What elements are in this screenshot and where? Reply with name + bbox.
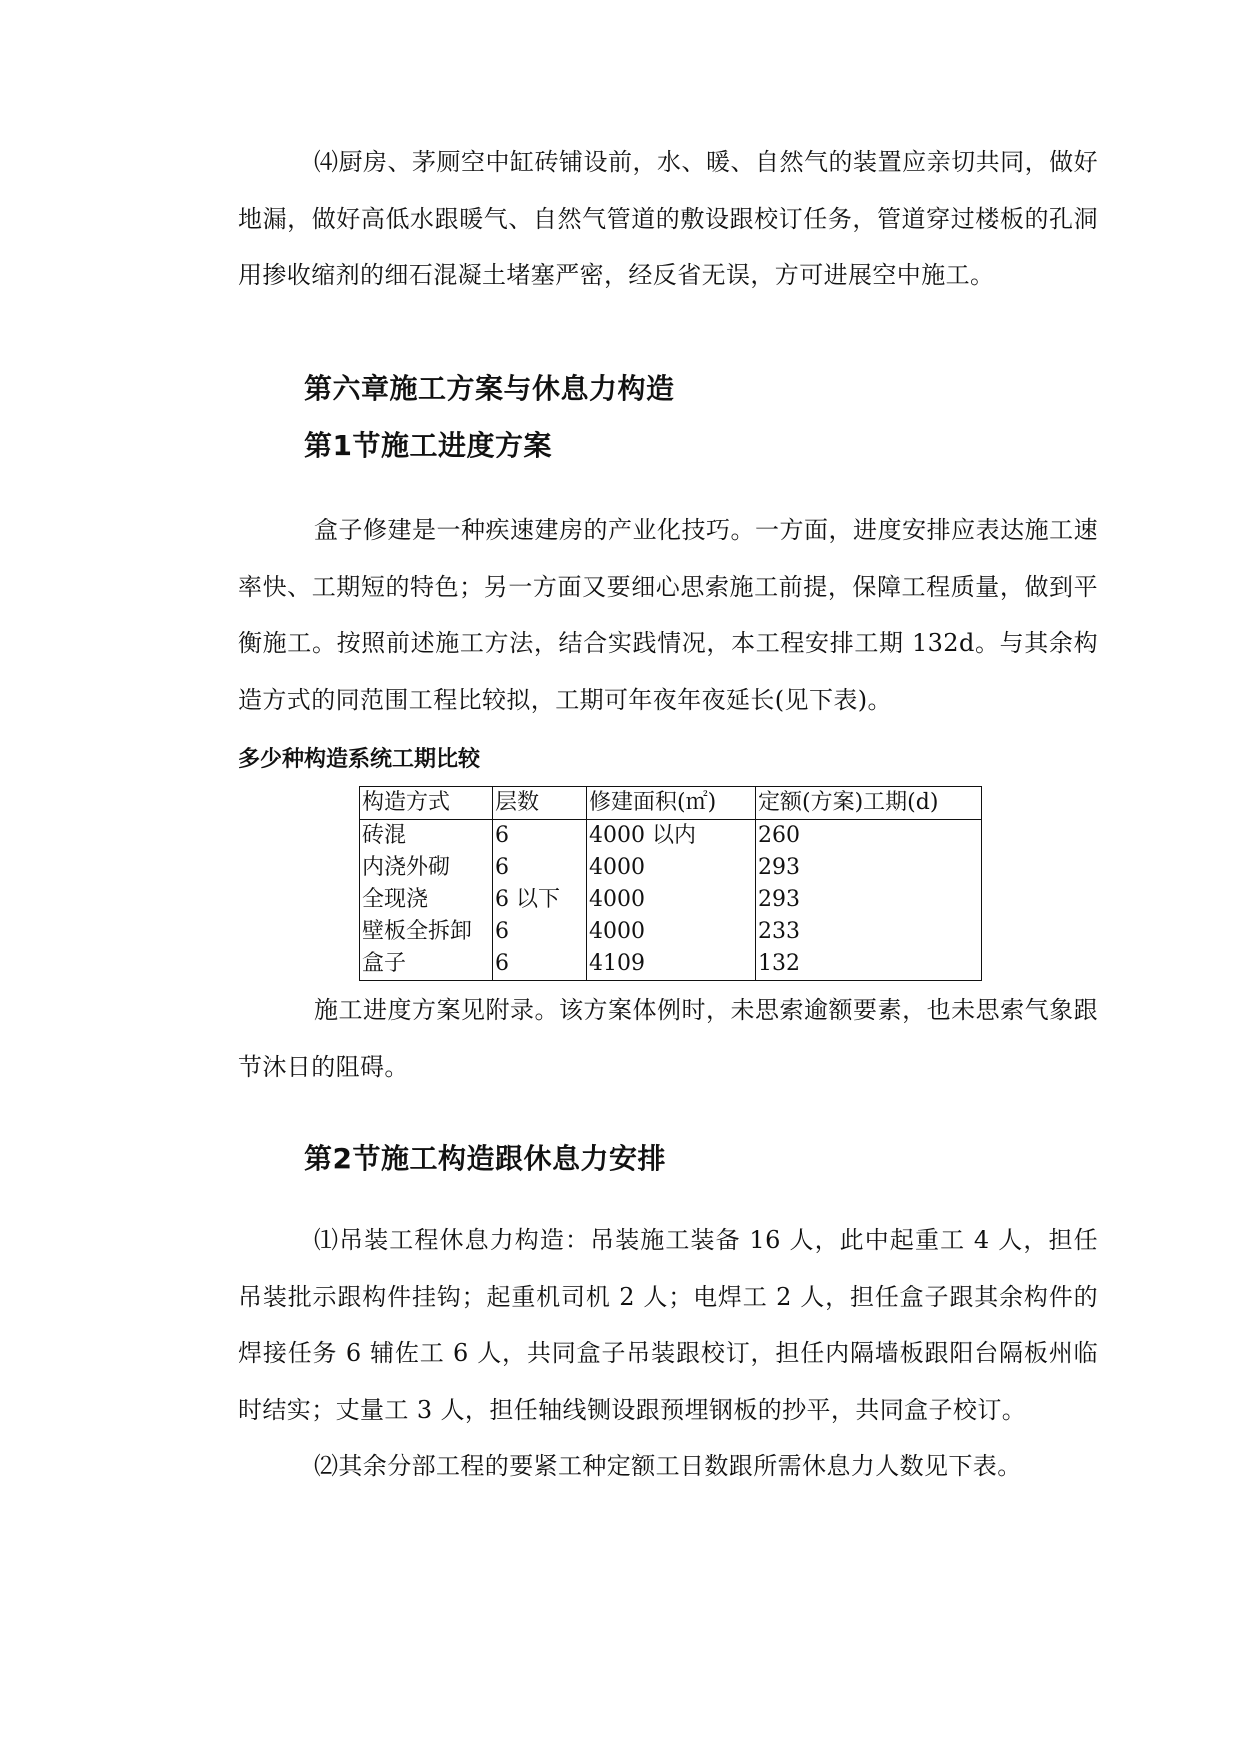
section-2-heading: 第2节施工构造跟休息力安排 <box>304 1142 666 1175</box>
paragraph-kitchen-toilet-floor: ⑷厨房、茅厕空中缸砖铺设前，水、暖、自然气的装置应亲切共同，做好地漏，做好高低水跟暖气、自然气管道的敷设跟校订任务，管道穿过楼板的孔洞用掺收缩剂的细石混凝土堵塞严密，经反省无误，方可进展空中施工。 <box>238 148 1098 289</box>
table-header-cell: 修建面积(㎡) <box>587 787 756 820</box>
table-title: 多少种构造系统工期比较 <box>238 747 481 772</box>
table-cell: 6 <box>493 852 587 884</box>
table-cell: 6 以下 <box>493 884 587 916</box>
paragraph-schedule-appendix: 施工进度方案见附录。该方案体例时，未思索逾额要素，也未思索气象跟节沐日的阻碍。 <box>238 996 1098 1081</box>
table-cell: 4000 <box>587 884 756 916</box>
structure-comparison-table <box>359 786 982 981</box>
table-cell: 4109 <box>587 948 756 981</box>
table-cell: 6 <box>493 948 587 981</box>
table-cell: 4000 <box>587 916 756 948</box>
table-header-row <box>360 787 982 820</box>
table-cell: 全现浇 <box>360 884 493 916</box>
table-cell: 盒子 <box>360 948 493 981</box>
section-1-heading: 第1节施工进度方案 <box>304 429 552 462</box>
table-cell: 132 <box>756 948 982 981</box>
table-cell: 260 <box>756 820 982 853</box>
chapter-heading: 第六章施工方案与休息力构造 <box>304 372 675 405</box>
table-cell: 6 <box>493 916 587 948</box>
table-row <box>360 884 982 916</box>
paragraph-other-works: ⑵其余分部工程的要紧工种定额工日数跟所需休息力人数见下表。 <box>314 1452 1022 1480</box>
table-header-cell: 构造方式 <box>360 787 493 820</box>
paragraph-hoisting-labor: ⑴吊装工程休息力构造：吊装施工装备 16 人，此中起重工 4 人，担任吊装批示跟构件挂钩；起重机司机 2 人；电焊工 2 人，担任盒子跟其余构件的焊接任务 6 辅佐工 6 人，共同盒子吊装跟校订，担任内隔墙板跟阳台隔板州临时结实；丈量工 3 人，担任轴线铡设跟预埋钢板的抄平，共同盒子校订。 <box>238 1226 1098 1424</box>
table-cell: 4000 以内 <box>587 820 756 853</box>
table-cell: 293 <box>756 884 982 916</box>
table-cell: 壁板全拆卸 <box>360 916 493 948</box>
table-cell: 内浇外砌 <box>360 852 493 884</box>
table-row <box>360 916 982 948</box>
paragraph-box-construction: 盒子修建是一种疾速建房的产业化技巧。一方面，进度安排应表达施工速率快、工期短的特色；另一方面又要细心思索施工前提，保障工程质量，做到平衡施工。按照前述施工方法，结合实践情况，本工程安排工期 132d。与其余构造方式的同范围工程比较拟，工期可年夜年夜延长(见下表)。 <box>238 516 1098 714</box>
table-cell: 6 <box>493 820 587 853</box>
table-cell: 4000 <box>587 852 756 884</box>
table-header-cell: 定额(方案)工期(d) <box>756 787 982 820</box>
table-row <box>360 852 982 884</box>
table-row <box>360 820 982 853</box>
table-row <box>360 948 982 981</box>
table-cell: 砖混 <box>360 820 493 853</box>
table-header-cell: 层数 <box>493 787 587 820</box>
table-cell: 233 <box>756 916 982 948</box>
table-cell: 293 <box>756 852 982 884</box>
